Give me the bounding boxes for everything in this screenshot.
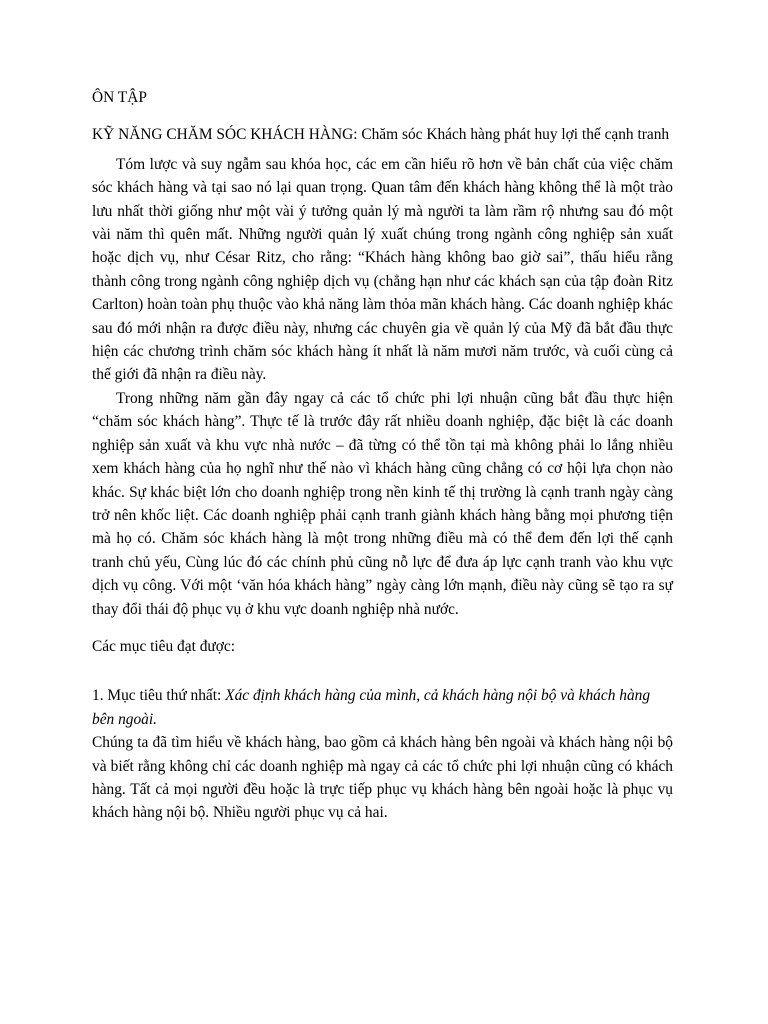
document-page	[92, 86, 673, 825]
objective-1-body: Chúng ta đã tìm hiểu về khách hàng, bao gồm cả khách hàng bên ngoài và khách hàng nội bộ và biết rằng không chỉ các doanh nghiệp mà ngay cả các tổ chức phi lợi nhuận cũng có khách hàng. Tất cả mọi người đều hoặc là trực tiếp phục vụ khách hàng bên ngoài hoặc là phục vụ khách hàng nội bộ. Nhiều người phục vụ cả hai.	[92, 734, 673, 822]
objectives-heading: Các mục tiêu đạt được:	[92, 637, 235, 655]
body-paragraph-1: Tóm lược và suy ngẫm sau khóa học, các em cần hiểu rõ hơn về bản chất của việc chăm sóc khách hàng và tại sao nó lại quan trọng. Quan tâm đến khách hàng không thể là một trào lưu nhất thời giống như một vài ý tưởng quản lý mà người ta làm rầm rộ nhưng sau đó một vài năm thì quên mất. Những người quản lý xuất chúng trong ngành công nghiệp sản xuất hoặc dịch vụ, như César Ritz, cho rằng: “Khách hàng không bao giờ sai”, thấu hiểu rằng thành công trong ngành công nghiệp dịch vụ (chẳng hạn như các khách sạn của tập đoàn Ritz Carlton) hoàn toàn phụ thuộc vào khả năng làm thỏa mãn khách hàng. Các doanh nghiệp khác sau đó mới nhận ra được điều này, nhưng các chuyên gia về quản lý của Mỹ đã bắt đầu thực hiện các chương trình chăm sóc khách hàng ít nhất là năm mươi năm trước, và cuối cùng cả thế giới đã nhận ra điều này.	[92, 155, 673, 384]
document-title: ÔN TẬP	[92, 89, 147, 106]
objective-1-text: Xác định khách hàng của mình, cả khách hàng nội bộ và khách hàng bên ngoài.	[92, 687, 651, 728]
objective-1-label: 1. Mục tiêu thứ nhất:	[92, 687, 226, 705]
objective-1-heading	[92, 684, 673, 731]
body-paragraph-2: Trong những năm gần đây ngay cả các tổ chức phi lợi nhuận cũng bắt đầu thực hiện “chăm sóc khách hàng”. Thực tế là trước đây rất nhiều doanh nghiệp, đặc biệt là các doanh nghiệp sản xuất và khu vực nhà nước – đã từng có thể tồn tại mà không phải lo lắng nhiều xem khách hàng của họ nghĩ như thế nào vì khách hàng cũng chẳng có cơ hội lựa chọn nào khác. Sự khác biệt lớn cho doanh nghiệp trong nền kinh tế thị trường là cạnh tranh ngày càng trở nên khốc liệt. Các doanh nghiệp phải cạnh tranh giành khách hàng bằng mọi phương tiện mà họ có. Chăm sóc khách hàng là một trong những điều mà có thể đem đến lợi thế cạnh tranh chủ yếu, Cùng lúc đó các chính phủ cũng nỗ lực để đưa áp lực cạnh tranh vào khu vực dịch vụ công. Với một ‘văn hóa khách hàng” ngày càng lớn mạnh, điều này cũng sẽ tạo ra sự thay đổi thái độ phục vụ ở khu vực doanh nghiệp nhà nước.	[92, 389, 673, 618]
document-subtitle: KỸ NĂNG CHĂM SÓC KHÁCH HÀNG: Chăm sóc Khách hàng phát huy lợi thế cạnh tranh	[92, 126, 670, 144]
